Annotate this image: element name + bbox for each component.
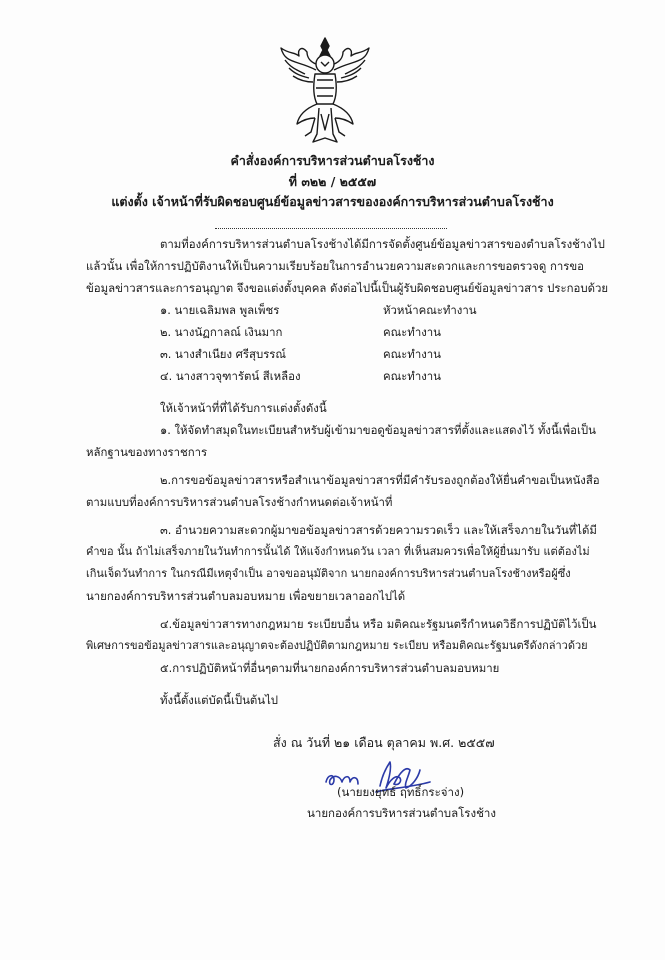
garuda-emblem-icon: [277, 34, 373, 146]
duty-line: พิเศษการขอข้อมูลข่าวสารและอนุญาตจะต้องปฏิบัติตามกฎหมาย ระเบียบ หรือมติคณะรัฐมนตรีดังกล่าวด้วย: [86, 639, 588, 652]
duty-line: ๕.การปฏิบัติหน้าที่อื่นๆตามที่นายกองค์การบริหารส่วนตำบลมอบหมาย: [160, 661, 500, 675]
intro-line: ข้อมูลข่าวสารและการอนุญาต จึงขอแต่งตั้งบุคคล ดังต่อไปนี้เป็นผู้รับผิดชอบศูนย์ข้อมูลข่าวสาร ประกอบด้วย: [86, 281, 609, 295]
intro-line: แล้วนั้น เพื่อให้การปฏิบัติงานให้เป็นความเรียบร้อยในการอำนวยความสะดวกและการขอตรวจดู การขอ: [86, 259, 584, 273]
staff-name: ๓. นางสำเนียง ศรีสุบรรณ์: [160, 347, 286, 361]
duty-line: คำขอ นั้น ถ้าไม่เสร็จภายในวันทำการนั้นได้ ให้แจ้งกำหนดวัน เวลา ที่เห็นสมควรเพื่อให้ผู้ยื่นมารับ แต่ต้องไม่: [86, 545, 590, 558]
signatory-position: นายกองค์การบริหารส่วนตำบลโรงช้าง: [307, 806, 496, 820]
staff-role: คณะทำงาน: [383, 347, 441, 361]
staff-role: คณะทำงาน: [383, 369, 441, 383]
duties-intro: ให้เจ้าหน้าที่ที่ได้รับการแต่งตั้งดังนี้: [160, 401, 327, 415]
staff-name: ๑. นายเฉลิมพล พูลเพ็ชร: [160, 303, 280, 317]
effective-statement: ทั้งนี้ตั้งแต่บัดนี้เป็นต้นไป: [160, 693, 279, 707]
staff-name: ๔. นางสาวจุฑารัตน์ สีเหลือง: [160, 369, 301, 383]
duty-line: นายกองค์การบริหารส่วนตำบลมอบหมาย เพื่อขยายเวลาออกไปได้: [86, 589, 406, 603]
duty-line: เกินเจ็ดวันทำการ ในกรณีมีเหตุจำเป็น อาจขออนุมัติจาก นายกองค์การบริหารส่วนตำบลโรงช้างหรือผู้ซึ่ง: [86, 567, 571, 580]
intro-line: ตามที่องค์การบริหารส่วนตำบลโรงช้างได้มีการจัดตั้งศูนย์ข้อมูลข่าวสารของตำบลโรงช้างไป: [160, 237, 605, 251]
signatory-name: (นายยงยุทธ์ ฤทธิ์กระจ่าง): [337, 785, 465, 799]
staff-role: คณะทำงาน: [383, 325, 441, 339]
separator-dots: [215, 228, 447, 229]
order-number: ที่ ๓๒๒ / ๒๕๕๗: [288, 174, 377, 189]
duty-line: ๑. ให้จัดทำสมุดในทะเบียนสำหรับผู้เข้ามาขอดูข้อมูลข่าวสารที่ตั้งและแสดงไว้ ทั้งนี้เพื่อเป็น: [160, 423, 596, 437]
order-title: คำสั่งองค์การบริหารส่วนตำบลโรงช้าง: [230, 153, 435, 168]
staff-role: หัวหน้าคณะทำงาน: [383, 303, 477, 317]
duty-line: ๔.ข้อมูลข่าวสารทางกฎหมาย ระเบียบอื่น หรือ มติคณะรัฐมนตรีกำหนดวิธีการปฏิบัติไว้เป็น: [160, 617, 597, 631]
duty-line: ๓. อำนวยความสะดวกผู้มาขอข้อมูลข่าวสารด้วยความรวดเร็ว และให้เสร็จภายในวันที่ได้มี: [160, 523, 597, 537]
order-subject: แต่งตั้ง เจ้าหน้าที่รับผิดชอบศูนย์ข้อมูลข่าวสารขององค์การบริหารส่วนตำบลโรงช้าง: [111, 194, 554, 209]
duty-line: หลักฐานของทางราชการ: [86, 445, 208, 459]
staff-name: ๒. นางนัฏกาลณ์ เงินมาก: [160, 325, 283, 339]
duty-line: ๒.การขอข้อมูลข่าวสารหรือสำเนาข้อมูลข่าวสารที่มีคำรับรองถูกต้องให้ยื่นคำขอเป็นหนังสือ: [160, 473, 600, 487]
order-date: สั่ง ณ วันที่ ๒๑ เดือน ตุลาคม พ.ศ. ๒๕๕๗: [273, 735, 495, 750]
duty-line: ตามแบบที่องค์การบริหารส่วนตำบลโรงช้างกำหนดต่อเจ้าหน้าที่: [86, 495, 393, 509]
